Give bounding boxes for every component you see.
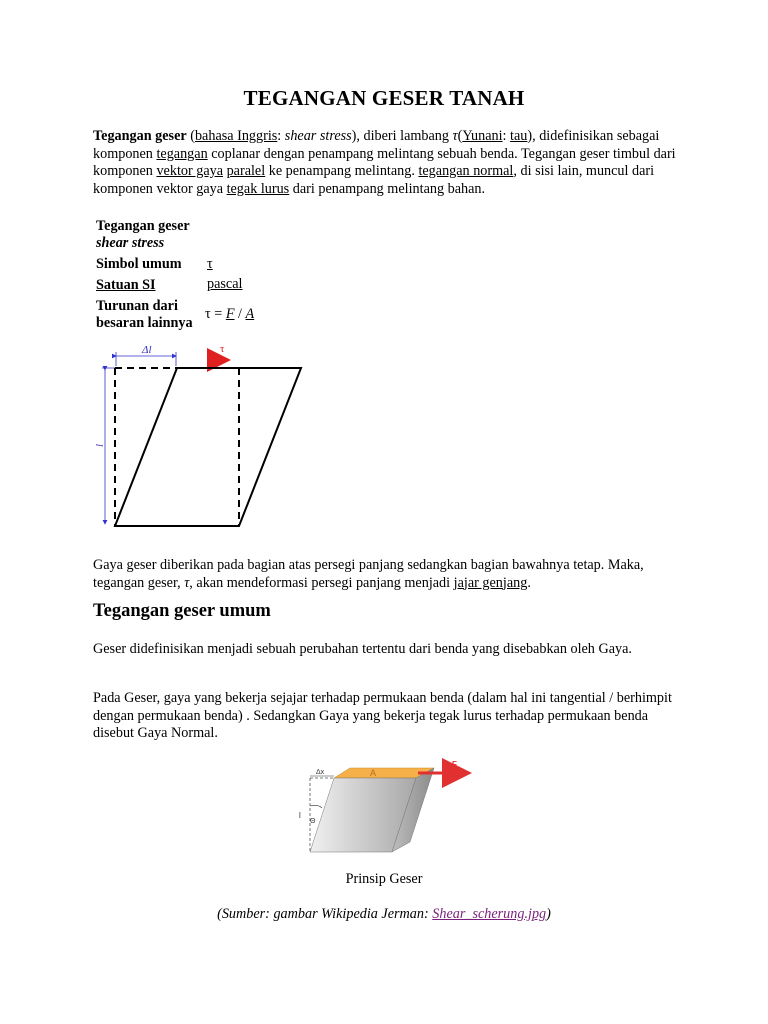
paragraph-after-figure [93,557,683,592]
link-vektor-gaya[interactable]: vektor gaya [156,163,224,179]
text-span: : [502,128,511,144]
infobox-derived-label-1: Turunan dari [96,298,178,314]
paragraph-definition: Geser didefinisikan menjadi sebuah perubahan tertentu dari benda yang disebabkan oleh Gaya. [93,641,632,657]
formula-f-link[interactable]: F [225,306,235,322]
tau-label: τ [220,343,225,355]
shear-principle-figure [296,756,474,858]
infobox-symbol-value[interactable]: τ [207,256,213,272]
dx-label: Δx [316,769,325,776]
text-span: , akan mendeformasi persegi panjang menjadi [189,574,454,591]
term-bold: Tegangan geser [93,128,187,144]
paragraph-shear-forces: Pada Geser, gaya yang bekerja sejajar terhadap permukaan benda (dalam hal ini tangential / berhimpit dengan permukaan benda) . Sedangkan Gaya yang bekerja tegak lurus terhadap permukaan benda disebut Gaya Normal. [93,690,672,741]
infobox-unit-value[interactable]: pascal [207,276,243,292]
deformed-parallelogram [115,368,301,526]
infobox-title: Tegangan geser [96,218,190,234]
formula-tau: τ [205,306,211,322]
force-f-label: F [452,760,457,769]
link-tegangan-normal[interactable]: tegangan normal [418,163,514,179]
shear-deformation-figure [92,340,312,535]
link-yunani[interactable]: Yunani [462,128,503,144]
text-span: ( [186,128,195,144]
figure-caption: Prinsip Geser [345,871,423,887]
text-span: . [527,574,531,591]
infobox-unit-label[interactable]: Satuan SI [96,277,156,293]
text-span: coplanar dengan penampang melintang sebuah benda. Tegangan geser timbul dari komponen [93,145,676,179]
height-l-label-2: l [299,811,301,820]
link-paralel[interactable]: paralel [226,163,266,179]
text-span: ), diberi lambang [351,128,453,144]
text-span: dari penampang melintang bahan. [289,180,486,197]
source-prefix: (Sumber: gambar Wikipedia Jerman: [217,906,433,922]
area-label: A [370,768,377,778]
infobox-subtitle: shear stress [96,235,165,251]
delta-l-label: Δl [142,344,152,356]
infobox-formula [205,306,254,323]
height-l-label: l [94,443,106,447]
link-tegak-lurus[interactable]: tegak lurus [226,180,290,197]
text-span: Gaya geser diberikan pada bagian atas persegi panjang sedangkan bagian bawahnya tetap. Maka, tegangan geser, [93,557,644,591]
source-suffix: ) [546,906,551,922]
tau-symbol: τ [184,574,190,591]
text-span: ), didefinisikan sebagai komponen [93,128,660,162]
source-link[interactable]: Shear_scherung.jpg [432,906,547,922]
formula-slash: / [234,306,246,322]
formula-eq: = [210,306,226,322]
text-span: ke penampang melintang. [265,163,419,179]
text-span: , di sisi lain, muncul dari komponen vektor gaya [93,163,655,197]
link-tegangan[interactable]: tegangan [156,145,208,162]
figure-source [0,906,768,923]
tau-symbol: τ [452,128,458,144]
text-span: ( [457,128,463,144]
formula-a-link[interactable]: A [245,306,255,322]
link-bahasa-inggris[interactable]: bahasa Inggris [194,128,278,144]
page-title: TEGANGAN GESER TANAH [243,86,525,110]
text-span: : [277,128,285,144]
infobox-derived-label-2: besaran lainnya [96,315,193,331]
link-tau[interactable]: tau [510,128,528,144]
section-heading: Tegangan geser umum [93,601,271,621]
intro-paragraph [93,128,683,198]
angle-label: Θ [310,818,316,825]
link-jajar-genjang[interactable]: jajar genjang [453,574,528,591]
english-term: shear stress [284,128,352,144]
infobox-symbol-label: Simbol umum [96,256,182,272]
